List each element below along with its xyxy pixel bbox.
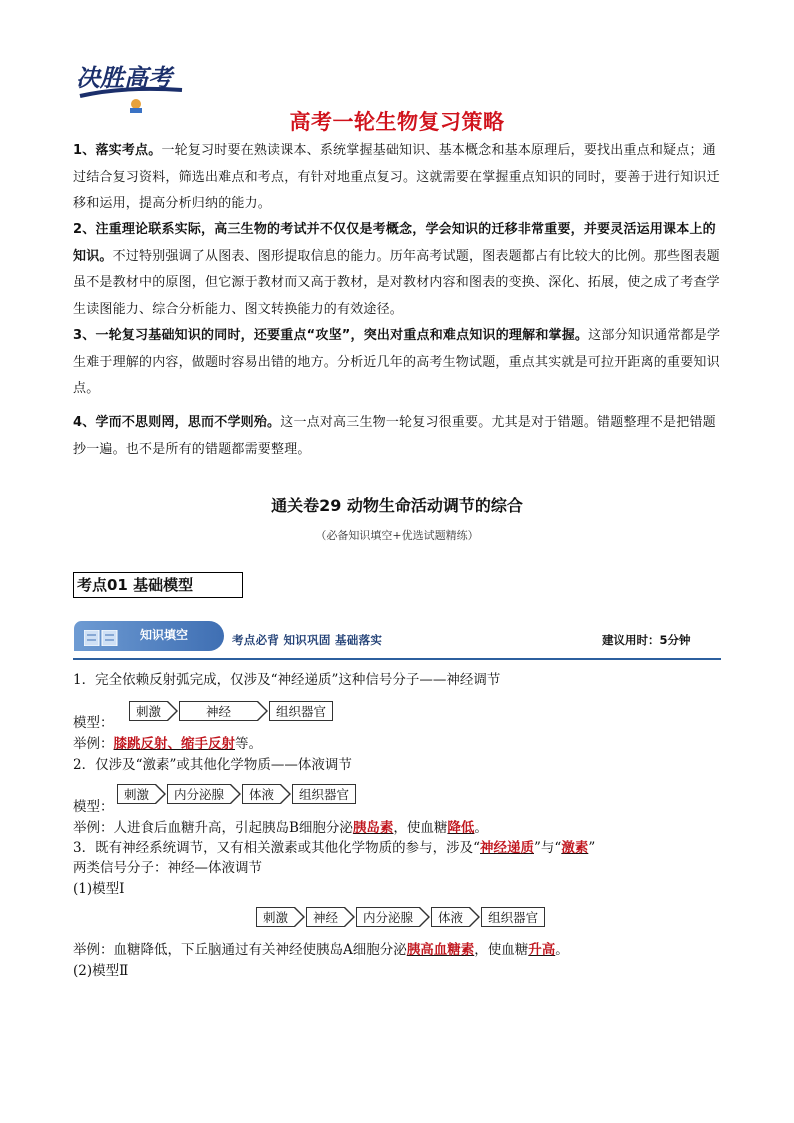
strategy-paragraph-3: 3、一轮复习基础知识的同时，还要重点“攻坚”，突出对重点和难点知识的理解和掌握。这部分知识通常都是学生难于理解的内容，做题时容易出错的地方。分析近几年的高考生物试题，重点其实就是可拉开距离的重要知识点。 bbox=[73, 328, 721, 396]
flow-box: 组织器官 bbox=[481, 907, 545, 927]
flow-box: 组织器官 bbox=[269, 701, 333, 721]
flow-box: 体液 bbox=[242, 784, 281, 804]
flow-diagram-2 bbox=[117, 784, 356, 804]
example-1: 举例：膝跳反射、缩手反射等。 bbox=[73, 736, 262, 752]
svg-text:决胜高考: 决胜高考 bbox=[76, 63, 172, 92]
flow-diagram-3 bbox=[256, 907, 545, 927]
arrow-icon bbox=[470, 907, 480, 927]
book-icon bbox=[84, 630, 118, 646]
flow-box: 刺激 bbox=[256, 907, 295, 927]
item-2-heading: 2．仅涉及“激素”或其他化学物质——体液调节 bbox=[73, 757, 352, 773]
flow-box: 刺激 bbox=[117, 784, 156, 804]
banner-label: 知识填空 bbox=[140, 628, 189, 642]
banner-divider bbox=[73, 658, 721, 660]
model-2-label: (2)模型Ⅱ bbox=[73, 963, 129, 979]
arrow-icon bbox=[156, 784, 166, 804]
flow-box: 神经 bbox=[179, 701, 258, 721]
arrow-icon bbox=[345, 907, 355, 927]
section-title: 通关卷29 动物生命活动调节的综合 bbox=[271, 496, 523, 515]
model-label: 模型： bbox=[73, 799, 114, 815]
flow-diagram-1 bbox=[129, 701, 333, 721]
flow-box: 刺激 bbox=[129, 701, 168, 721]
flow-box: 神经 bbox=[306, 907, 345, 927]
example-3: 举例：血糖降低，下丘脑通过有关神经使胰岛A细胞分泌胰高血糖素，使血糖升高。 bbox=[73, 942, 569, 958]
flow-box: 内分泌腺 bbox=[356, 907, 420, 927]
arrow-icon bbox=[258, 701, 268, 721]
arrow-icon bbox=[168, 701, 178, 721]
flow-box: 内分泌腺 bbox=[167, 784, 231, 804]
page-title: 高考一轮生物复习策略 bbox=[289, 110, 505, 134]
strategy-paragraph-2: 2、注重理论联系实际，高三生物的考试并不仅仅是考概念，学会知识的迁移非常重要，并要灵活运用课本上的知识。不过特别强调了从图表、图形提取信息的能力。历年高考试题，图表题都占有比较大的比例。那些图表题虽不是教材中的原图，但它源于教材而又高于教材，是对教材内容和图表的变换、深化、拓展，使之成了考查学生读图能力、综合分析能力、图文转换能力的有效途径。 bbox=[73, 222, 720, 317]
arrow-icon bbox=[420, 907, 430, 927]
arrow-icon bbox=[295, 907, 305, 927]
example-2: 举例：人进食后血糖升高，引起胰岛B细胞分泌胰岛素，使血糖降低。 bbox=[73, 820, 488, 836]
model-1-label: (1)模型Ⅰ bbox=[73, 881, 125, 897]
item-1-heading: 1．完全依赖反射弧完成，仅涉及“神经递质”这种信号分子——神经调节 bbox=[73, 672, 501, 688]
strategy-paragraph-1: 1、落实考点。一轮复习时要在熟读课本、系统掌握基础知识、基本概念和基本原理后，要找出重点和疑点；通过结合复习资料，筛选出难点和考点，有针对地重点复习。这就需要在掌握重点知识的同时，要善于进行知识迁移和运用，提高分析归纳的能力。 bbox=[73, 143, 720, 211]
section-note: （必备知识填空+优选试题精练） bbox=[315, 529, 479, 542]
arrow-icon bbox=[231, 784, 241, 804]
arrow-icon bbox=[281, 784, 291, 804]
model-label: 模型： bbox=[73, 715, 114, 731]
kaodian-heading: 考点01 基础模型 bbox=[73, 572, 243, 598]
item-3-heading: 3．既有神经系统调节，又有相关激素或其他化学物质的参与，涉及“神经递质”与“激素” bbox=[73, 840, 596, 856]
item-3-heading-cont: 两类信号分子：神经—体液调节 bbox=[73, 860, 262, 876]
suggested-time: 建议用时：5分钟 bbox=[602, 633, 691, 647]
flow-box: 体液 bbox=[431, 907, 470, 927]
flow-box: 组织器官 bbox=[292, 784, 356, 804]
banner-subtitle: 考点必背 知识巩固 基础落实 bbox=[232, 633, 383, 647]
strategy-paragraph-4: 4、学而不思则罔，思而不学则殆。这一点对高三生物一轮复习很重要。尤其是对于错题。错题整理不是把错题抄一遍。也不是所有的错题都需要整理。 bbox=[73, 415, 716, 457]
